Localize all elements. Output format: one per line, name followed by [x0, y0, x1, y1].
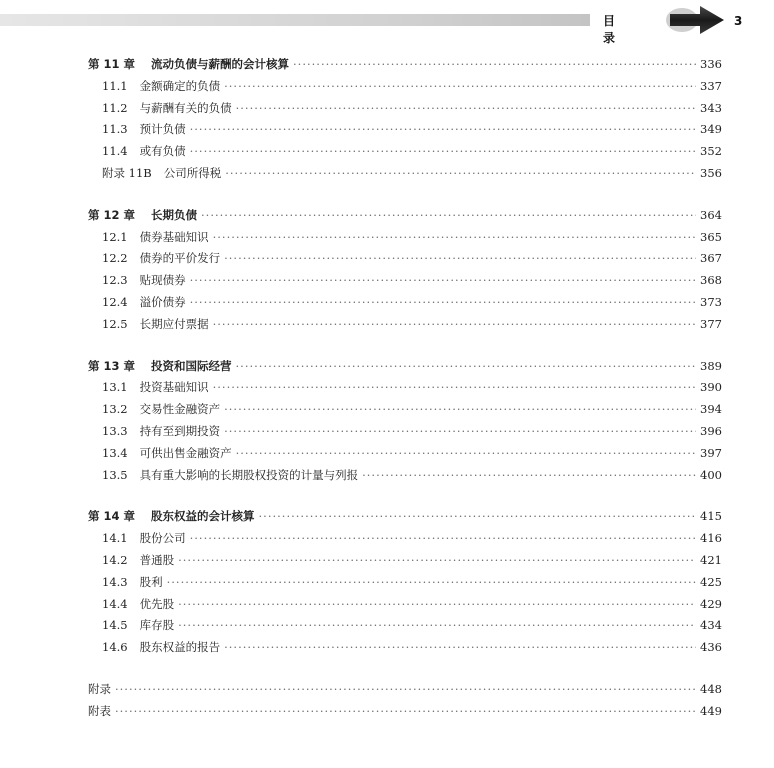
entry-page-number: 396 — [700, 423, 722, 438]
entry-number: 11.2 — [102, 100, 128, 115]
entry-page-number: 416 — [700, 531, 722, 546]
appendix-entry[interactable] — [88, 701, 722, 723]
entry-page-number: 397 — [700, 445, 722, 460]
entry-title: 债券基础知识 — [139, 229, 209, 244]
dot-leader — [362, 465, 696, 487]
appendix-block — [88, 679, 722, 723]
chapter-entry[interactable] — [88, 54, 722, 76]
dot-leader — [259, 506, 697, 528]
entry-page-number: 337 — [700, 78, 722, 93]
entry-number: 12.2 — [102, 251, 128, 266]
entry-page-number: 449 — [700, 703, 722, 718]
dot-leader — [190, 292, 696, 314]
section-entry[interactable] — [88, 292, 722, 314]
chapter-entry[interactable] — [88, 356, 722, 378]
header-bar — [0, 14, 590, 26]
section-entry[interactable] — [88, 550, 722, 572]
entry-title: 股份公司 — [139, 531, 186, 546]
section-entry[interactable] — [88, 141, 722, 163]
entry-title: 持有至到期投资 — [139, 423, 221, 438]
dot-leader — [190, 270, 696, 292]
entry-page-number: 373 — [700, 294, 722, 309]
dot-leader — [213, 227, 696, 249]
entry-number: 14.6 — [102, 640, 128, 655]
entry-page-number: 368 — [700, 273, 722, 288]
entry-page-number: 352 — [700, 144, 722, 159]
dot-leader — [178, 594, 696, 616]
entry-number: 第 12 章 — [88, 207, 136, 222]
entry-title: 投资和国际经营 — [151, 358, 232, 373]
entry-number: 附录 11B — [102, 165, 152, 180]
entry-page-number: 421 — [700, 552, 722, 567]
entry-title: 库存股 — [139, 618, 175, 633]
entry-number: 第 13 章 — [88, 358, 136, 373]
page-number: 3 — [734, 14, 743, 28]
section-entry[interactable] — [88, 270, 722, 292]
entry-page-number: 367 — [700, 251, 722, 266]
section-entry[interactable] — [88, 637, 722, 659]
entry-title: 长期负债 — [151, 207, 198, 222]
dot-leader — [224, 637, 696, 659]
entry-title: 金额确定的负债 — [139, 78, 221, 93]
chapter-block — [88, 356, 722, 487]
entry-page-number: 425 — [700, 574, 722, 589]
entry-number: 13.3 — [102, 423, 128, 438]
entry-page-number: 429 — [700, 596, 722, 611]
dot-leader — [225, 163, 696, 185]
section-entry[interactable] — [88, 421, 722, 443]
entry-page-number: 400 — [700, 467, 722, 482]
entry-number: 12.5 — [102, 316, 128, 331]
chapter-entry[interactable] — [88, 205, 722, 227]
dot-leader — [190, 141, 696, 163]
dot-leader — [236, 356, 697, 378]
entry-page-number: 377 — [700, 316, 722, 331]
dot-leader — [115, 679, 696, 701]
section-entry[interactable] — [88, 119, 722, 141]
entry-number: 13.5 — [102, 467, 128, 482]
entry-number: 13.1 — [102, 380, 128, 395]
entry-page-number: 436 — [700, 640, 722, 655]
entry-title: 公司所得税 — [163, 165, 222, 180]
right-arrow-icon — [664, 4, 726, 36]
entry-title: 附表 — [88, 703, 111, 718]
chapter-block — [88, 205, 722, 336]
dot-leader — [178, 615, 696, 637]
entry-page-number: 336 — [700, 57, 722, 71]
section-entry[interactable] — [88, 248, 722, 270]
dot-leader — [224, 399, 696, 421]
entry-number: 14.2 — [102, 552, 128, 567]
header-title: 目 录 — [603, 14, 638, 45]
dot-leader — [224, 248, 696, 270]
entry-title: 股利 — [139, 574, 163, 589]
dot-leader — [293, 54, 696, 76]
entry-title: 普通股 — [139, 552, 175, 567]
chapter-entry[interactable] — [88, 506, 722, 528]
entry-number: 11.3 — [102, 122, 128, 137]
entry-title: 股东权益的报告 — [139, 640, 221, 655]
section-entry[interactable] — [88, 572, 722, 594]
entry-number: 14.1 — [102, 531, 128, 546]
dot-leader — [167, 572, 696, 594]
entry-title: 股东权益的会计核算 — [151, 509, 255, 524]
section-entry[interactable] — [88, 594, 722, 616]
entry-number: 13.2 — [102, 402, 128, 417]
entry-title: 具有重大影响的长期股权投资的计量与列报 — [139, 467, 359, 482]
entry-page-number: 343 — [700, 100, 722, 115]
entry-title: 溢价债券 — [139, 294, 186, 309]
entry-number: 13.4 — [102, 445, 128, 460]
entry-page-number: 364 — [700, 207, 722, 222]
entry-page-number: 434 — [700, 618, 722, 633]
entry-title: 投资基础知识 — [139, 380, 209, 395]
entry-title: 长期应付票据 — [139, 316, 209, 331]
entry-page-number: 390 — [700, 380, 722, 395]
table-of-contents — [88, 54, 722, 723]
section-entry[interactable] — [88, 98, 722, 120]
entry-number: 12.1 — [102, 229, 128, 244]
entry-page-number: 389 — [700, 358, 722, 373]
entry-title: 债券的平价发行 — [139, 251, 221, 266]
entry-number: 14.5 — [102, 618, 128, 633]
section-entry[interactable] — [88, 465, 722, 487]
dot-leader — [236, 443, 696, 465]
dot-leader — [213, 314, 696, 336]
entry-number: 12.4 — [102, 294, 128, 309]
section-entry[interactable] — [88, 377, 722, 399]
entry-number: 11.4 — [102, 144, 128, 159]
entry-number: 第 11 章 — [88, 57, 136, 71]
dot-leader — [236, 98, 696, 120]
entry-number: 14.4 — [102, 596, 128, 611]
section-entry[interactable] — [88, 443, 722, 465]
dot-leader — [178, 550, 696, 572]
entry-title: 与薪酬有关的负债 — [139, 100, 232, 115]
entry-title: 交易性金融资产 — [139, 402, 221, 417]
dot-leader — [115, 701, 696, 723]
entry-title: 预计负债 — [139, 122, 186, 137]
dot-leader — [224, 421, 696, 443]
section-entry[interactable] — [88, 76, 722, 98]
entry-page-number: 448 — [700, 681, 722, 696]
dot-leader — [201, 205, 696, 227]
entry-number: 14.3 — [102, 574, 128, 589]
section-entry[interactable] — [88, 314, 722, 336]
chapter-block — [88, 54, 722, 185]
entry-number: 12.3 — [102, 273, 128, 288]
chapter-block — [88, 506, 722, 659]
entry-page-number: 356 — [700, 165, 722, 180]
entry-title: 可供出售金融资产 — [139, 445, 232, 460]
section-entry[interactable] — [88, 163, 722, 185]
entry-title: 优先股 — [139, 596, 175, 611]
entry-page-number: 349 — [700, 122, 722, 137]
dot-leader — [190, 528, 696, 550]
section-entry[interactable] — [88, 615, 722, 637]
dot-leader — [213, 377, 696, 399]
entry-page-number: 394 — [700, 402, 722, 417]
entry-number: 11.1 — [102, 78, 128, 93]
entry-page-number: 415 — [700, 509, 722, 524]
entry-number: 第 14 章 — [88, 509, 136, 524]
entry-page-number: 365 — [700, 229, 722, 244]
section-entry[interactable] — [88, 528, 722, 550]
entry-title: 附录 — [88, 681, 111, 696]
appendix-entry[interactable] — [88, 679, 722, 701]
dot-leader — [224, 76, 696, 98]
entry-title: 贴现债券 — [139, 273, 186, 288]
entry-title: 或有负债 — [139, 144, 186, 159]
section-entry[interactable] — [88, 227, 722, 249]
section-entry[interactable] — [88, 399, 722, 421]
entry-title: 流动负债与薪酬的会计核算 — [151, 57, 290, 71]
dot-leader — [190, 119, 696, 141]
